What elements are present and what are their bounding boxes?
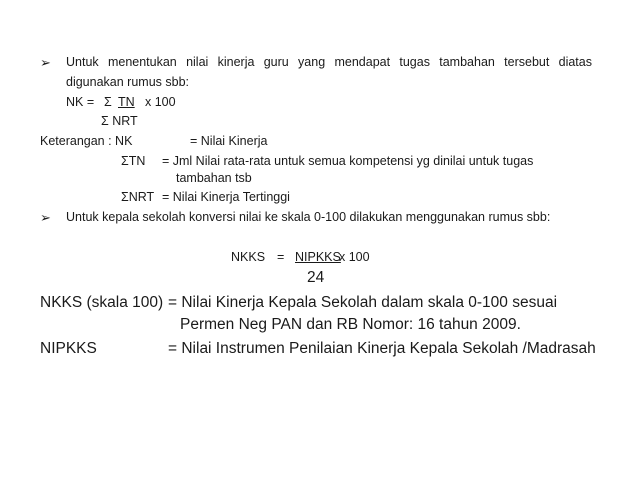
bullet-1-line-2: digunakan rumus sbb: — [66, 75, 189, 89]
arrow-bullet-icon: ➢ — [40, 55, 51, 70]
formula-nk-denominator: Σ NRT — [101, 114, 138, 128]
formula-nkks-times100: x 100 — [339, 250, 370, 264]
keterangan-nrt-def: = Nilai Kinerja Tertinggi — [162, 190, 290, 204]
keterangan-tn-def-line-1: = Jml Nilai rata-rata untuk semua kompetensi yg dinilai untuk tugas — [162, 154, 534, 168]
definition-nipkks-term: NIPKKS — [40, 340, 97, 357]
formula-nkks-eq: = — [277, 250, 285, 264]
keterangan-nk-def: = Nilai Kinerja — [190, 134, 268, 148]
keterangan-tn-def-line-2: tambahan tsb — [176, 171, 252, 185]
definition-nkks-term: NKKS (skala 100) — [40, 294, 164, 311]
definition-nipkks-line-1: = Nilai Instrumen Penilaian Kinerja Kepala Sekolah /Madrasah — [168, 340, 596, 357]
keterangan-label: Keterangan : NK — [40, 134, 133, 148]
formula-nkks-lhs: NKKS — [231, 250, 266, 264]
formula-nk-sigma-icon: Σ — [104, 95, 112, 109]
keterangan-tn-term: ΣTN — [121, 154, 146, 168]
formula-nkks-numerator: NIPKKS — [295, 250, 341, 264]
formula-nk-times100: x 100 — [145, 95, 176, 109]
bullet-2-text: Untuk kepala sekolah konversi nilai ke skala 0-100 dilakukan menggunakan rumus sbb: — [66, 210, 551, 224]
keterangan-nrt-term: ΣNRT — [121, 190, 155, 204]
formula-nkks-denominator: 24 — [307, 269, 325, 286]
formula-nk-lhs: NK = — [66, 95, 95, 109]
definition-nkks-line-2: Permen Neg PAN dan RB Nomor: 16 tahun 2009. — [180, 316, 521, 333]
arrow-bullet-icon: ➢ — [40, 210, 51, 225]
formula-nk-numerator: TN — [118, 95, 135, 109]
definition-nkks-line-1: = Nilai Kinerja Kepala Sekolah dalam skala 0-100 sesuai — [168, 294, 558, 311]
bullet-1-line-1: Untuk menentukan nilai kinerja guru yang mendapat tugas tambahan tersebut diatas — [66, 55, 592, 69]
